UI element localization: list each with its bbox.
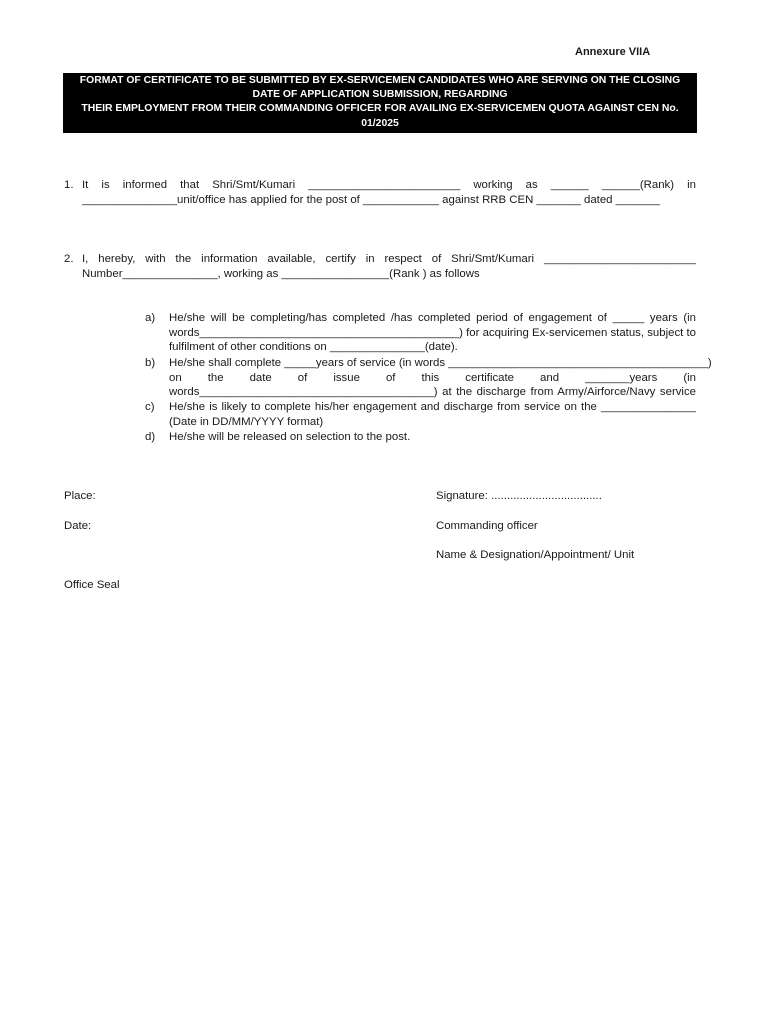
annexure-label: Annexure VIIA — [575, 46, 651, 58]
paragraph-line: Number_______________, working as _________________(Rank ) as follows — [82, 267, 480, 280]
list-item-line: (Date in DD/MM/YYYY format) — [169, 415, 324, 428]
paragraph-number: 2. — [64, 253, 74, 265]
list-item-line: He/she shall complete _____years of service (in words _________________________________________) — [169, 357, 712, 369]
list-item-line: words_____________________________________) at the discharge from Army/Airforce/Navy service — [169, 386, 696, 399]
list-marker: b) — [145, 357, 156, 369]
certificate-title-banner — [63, 73, 697, 133]
paragraph-2 — [64, 252, 696, 281]
office-seal-label: Office Seal — [64, 579, 120, 591]
list-marker: a) — [145, 312, 156, 324]
title-line: FORMAT OF CERTIFICATE TO BE SUBMITTED BY EX-SERVICEMEN CANDIDATES WHO ARE SERVING ON THE CLOSING — [79, 75, 681, 86]
list-item-line: He/she will be released on selection to the post. — [169, 431, 411, 443]
list-item-line: words_________________________________________) for acquiring Ex-servicemen status, subject to — [169, 326, 696, 339]
list-item-a — [145, 311, 696, 355]
list-marker: c) — [145, 401, 155, 413]
title-line: DATE OF APPLICATION SUBMISSION, REGARDING — [252, 89, 508, 101]
list-item-b — [145, 356, 712, 400]
commanding-officer-label: Commanding officer — [436, 520, 538, 532]
paragraph-line: It is informed that Shri/Smt/Kumari ________________________ working as ______ ______(Rank) in — [82, 179, 696, 191]
name-designation-label: Name & Designation/Appointment/ Unit — [436, 549, 635, 561]
date-label: Date: — [64, 520, 92, 532]
list-item-line: fulfilment of other conditions on _______________(date). — [169, 341, 458, 354]
list-item-c — [145, 400, 696, 429]
title-line: THEIR EMPLOYMENT FROM THEIR COMMANDING OFFICER FOR AVAILING EX-SERVICEMEN QUOTA AGAINST CEN No. — [81, 103, 679, 115]
paragraph-line: I, hereby, with the information available, certify in respect of Shri/Smt/Kumari ________________________ — [82, 253, 696, 265]
place-label: Place: — [64, 490, 96, 502]
list-marker: d) — [145, 431, 156, 443]
paragraph-line: _______________unit/office has applied for the post of ____________ against RRB CEN _______ dated _______ — [82, 193, 661, 206]
paragraph-number: 1. — [64, 179, 74, 191]
list-item-line: He/she is likely to complete his/her engagement and discharge from service on the _______________ — [169, 401, 696, 413]
list-item-line: on the date of issue of this certificate and _______years (in — [169, 371, 696, 384]
paragraph-1 — [64, 178, 696, 207]
list-item-line: He/she will be completing/has completed /has completed period of engagement of _____ years (in — [169, 312, 696, 324]
signature-label: Signature: ................................... — [436, 490, 602, 502]
list-item-d — [145, 430, 696, 445]
title-line: 01/2025 — [361, 117, 399, 129]
